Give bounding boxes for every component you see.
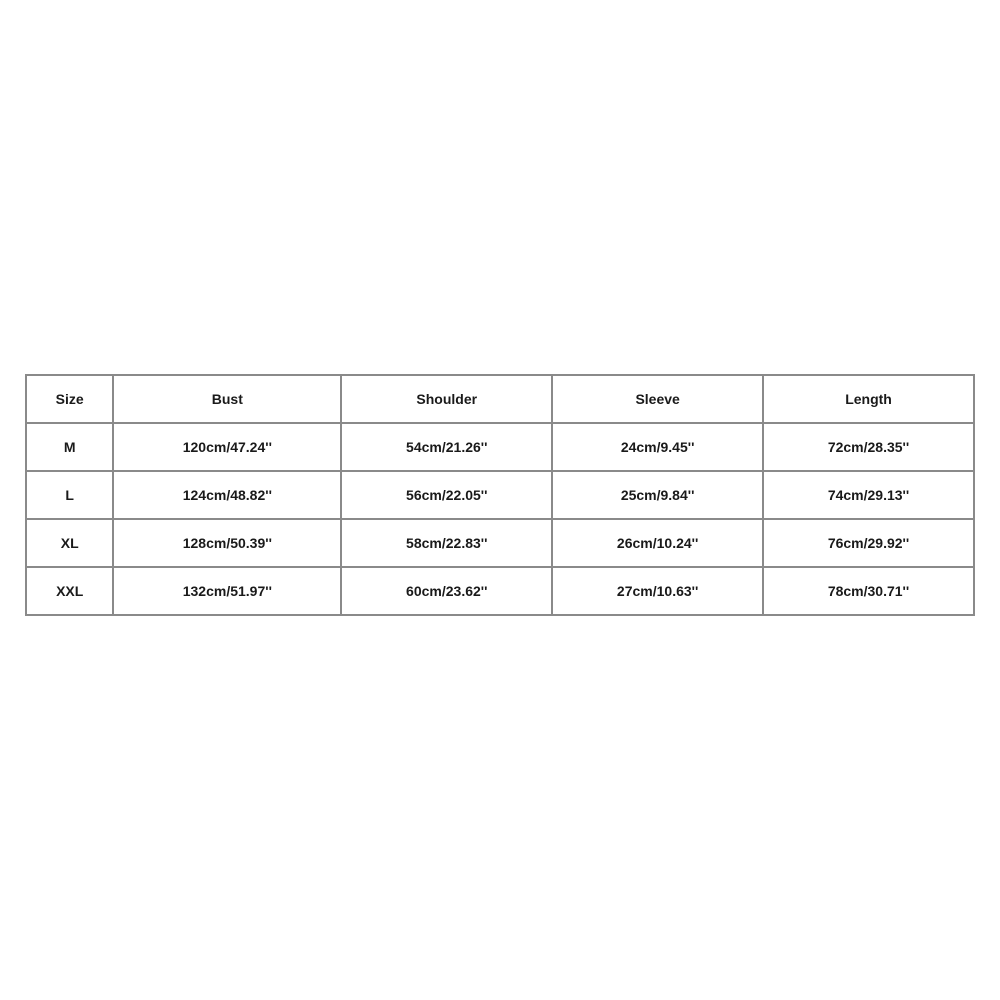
cell-length: 78cm/30.71'' — [763, 567, 974, 615]
size-chart-table — [25, 374, 975, 616]
table-row — [26, 567, 974, 615]
cell-shoulder: 56cm/22.05'' — [341, 471, 552, 519]
cell-bust: 120cm/47.24'' — [113, 423, 341, 471]
cell-size: M — [26, 423, 113, 471]
cell-sleeve: 25cm/9.84'' — [552, 471, 763, 519]
cell-size: XXL — [26, 567, 113, 615]
cell-bust: 128cm/50.39'' — [113, 519, 341, 567]
cell-shoulder: 54cm/21.26'' — [341, 423, 552, 471]
cell-sleeve: 27cm/10.63'' — [552, 567, 763, 615]
cell-shoulder: 60cm/23.62'' — [341, 567, 552, 615]
header-cell-size: Size — [26, 375, 113, 423]
cell-shoulder: 58cm/22.83'' — [341, 519, 552, 567]
table-row — [26, 471, 974, 519]
cell-sleeve: 26cm/10.24'' — [552, 519, 763, 567]
cell-length: 74cm/29.13'' — [763, 471, 974, 519]
header-cell-bust: Bust — [113, 375, 341, 423]
header-cell-shoulder: Shoulder — [341, 375, 552, 423]
cell-length: 72cm/28.35'' — [763, 423, 974, 471]
table-row — [26, 423, 974, 471]
cell-bust: 124cm/48.82'' — [113, 471, 341, 519]
cell-size: L — [26, 471, 113, 519]
header-cell-length: Length — [763, 375, 974, 423]
header-cell-sleeve: Sleeve — [552, 375, 763, 423]
cell-size: XL — [26, 519, 113, 567]
cell-bust: 132cm/51.97'' — [113, 567, 341, 615]
cell-sleeve: 24cm/9.45'' — [552, 423, 763, 471]
cell-length: 76cm/29.92'' — [763, 519, 974, 567]
header-row — [26, 375, 974, 423]
table-row — [26, 519, 974, 567]
